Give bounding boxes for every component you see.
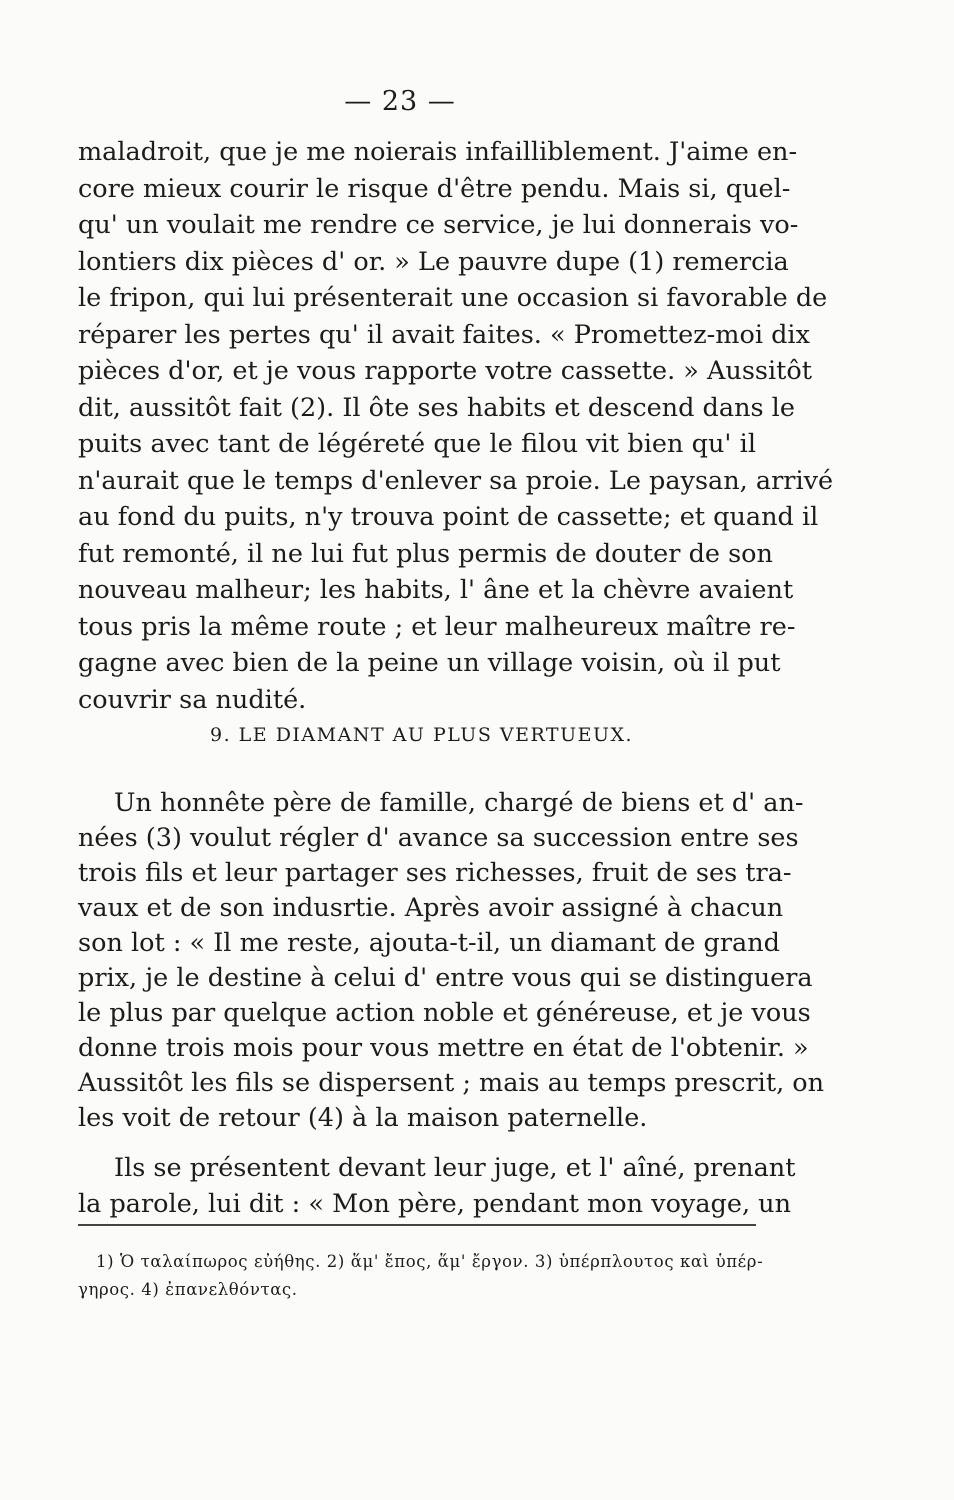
paragraph-sons-return — [78, 1150, 796, 1222]
text-line: Ils se présentent devant leur juge, et l' aîné, prenant — [114, 1153, 796, 1183]
text-line: pièces d'or, et je vous rapporte votre cassette. » Aussitôt — [78, 356, 813, 386]
text-line: réparer les pertes qu' il avait faites. « Promettez-moi dix — [78, 319, 810, 350]
text-line: vaux et de son indusrtie. Après avoir assigné à chacun — [78, 893, 784, 923]
text-line: nouveau malheur; les habits, l' âne et la chèvre avaient — [78, 575, 794, 605]
paragraph-story-ending — [78, 134, 834, 718]
text-line: n'aurait que le temps d'enlever sa proie. Le paysan, arrivé — [78, 465, 834, 496]
section-heading: 9. LE DIAMANT AU PLUS VERTUEUX. — [210, 724, 634, 746]
text-line: tous pris la même route ; et leur malheureux maître re- — [78, 611, 796, 642]
text-line: la parole, lui dit : « Mon père, pendant mon voyage, un — [78, 1189, 792, 1219]
text-line: lontiers dix pièces d' or. » Le pauvre dupe (1) remercia — [78, 246, 789, 277]
text-line: Un honnête père de famille, chargé de biens et d' an- — [114, 788, 804, 818]
text-line: le plus par quelque action noble et généreuse, et je vous — [78, 998, 811, 1028]
footnotes — [78, 1248, 764, 1304]
page-number: — 23 — — [344, 86, 456, 117]
text-line: les voit de retour (4) à la maison paternelle. — [78, 1103, 648, 1133]
text-line: trois fils et leur partager ses richesses, fruit de ses tra- — [78, 858, 792, 888]
text-line: donne trois mois pour vous mettre en état de l'obtenir. » — [78, 1033, 809, 1063]
paragraph-diamond-story — [78, 786, 825, 1136]
text-line: au fond du puits, n'y trouva point de cassette; et quand il — [78, 502, 819, 532]
text-line: prix, je le destine à celui d' entre vous qui se distinguera — [78, 963, 813, 993]
footnote-divider — [78, 1224, 756, 1226]
text-line: Aussitôt les fils se dispersent ; mais au temps prescrit, on — [78, 1068, 825, 1098]
text-line: puits avec tant de légéreté que le filou vit bien qu' il — [78, 429, 756, 459]
text-line: son lot : « Il me reste, ajouta-t-il, un diamant de grand — [78, 928, 780, 958]
text-line: nées (3) voulut régler d' avance sa succession entre ses — [78, 823, 799, 853]
text-line: maladroit, que je me noierais infailliblement. J'aime en- — [78, 137, 798, 167]
text-line: fut remonté, il ne lui fut plus permis de douter de son — [78, 538, 773, 569]
text-line: core mieux courir le risque d'être pendu. Mais si, quel- — [78, 173, 791, 204]
footnote-line: 1) Ὁ ταλαίπωρος εὐήθης. 2) ἅμ' ἔπος, ἅμ' ἔργον. 3) ὑπέρπλουτος καὶ ὑπέρ- — [96, 1252, 764, 1271]
text-line: dit, aussitôt fait (2). Il ôte ses habits et descend dans le — [78, 392, 795, 423]
text-line: le fripon, qui lui présenterait une occasion si favorable de — [78, 283, 828, 313]
text-line: gagne avec bien de la peine un village voisin, où il put — [78, 648, 781, 678]
text-line: qu' un voulait me rendre ce service, je lui donnerais vo- — [78, 210, 799, 240]
footnote-line: γηρος. 4) ἐπανελθόντας. — [78, 1280, 298, 1299]
text-line: couvrir sa nudité. — [78, 684, 307, 715]
